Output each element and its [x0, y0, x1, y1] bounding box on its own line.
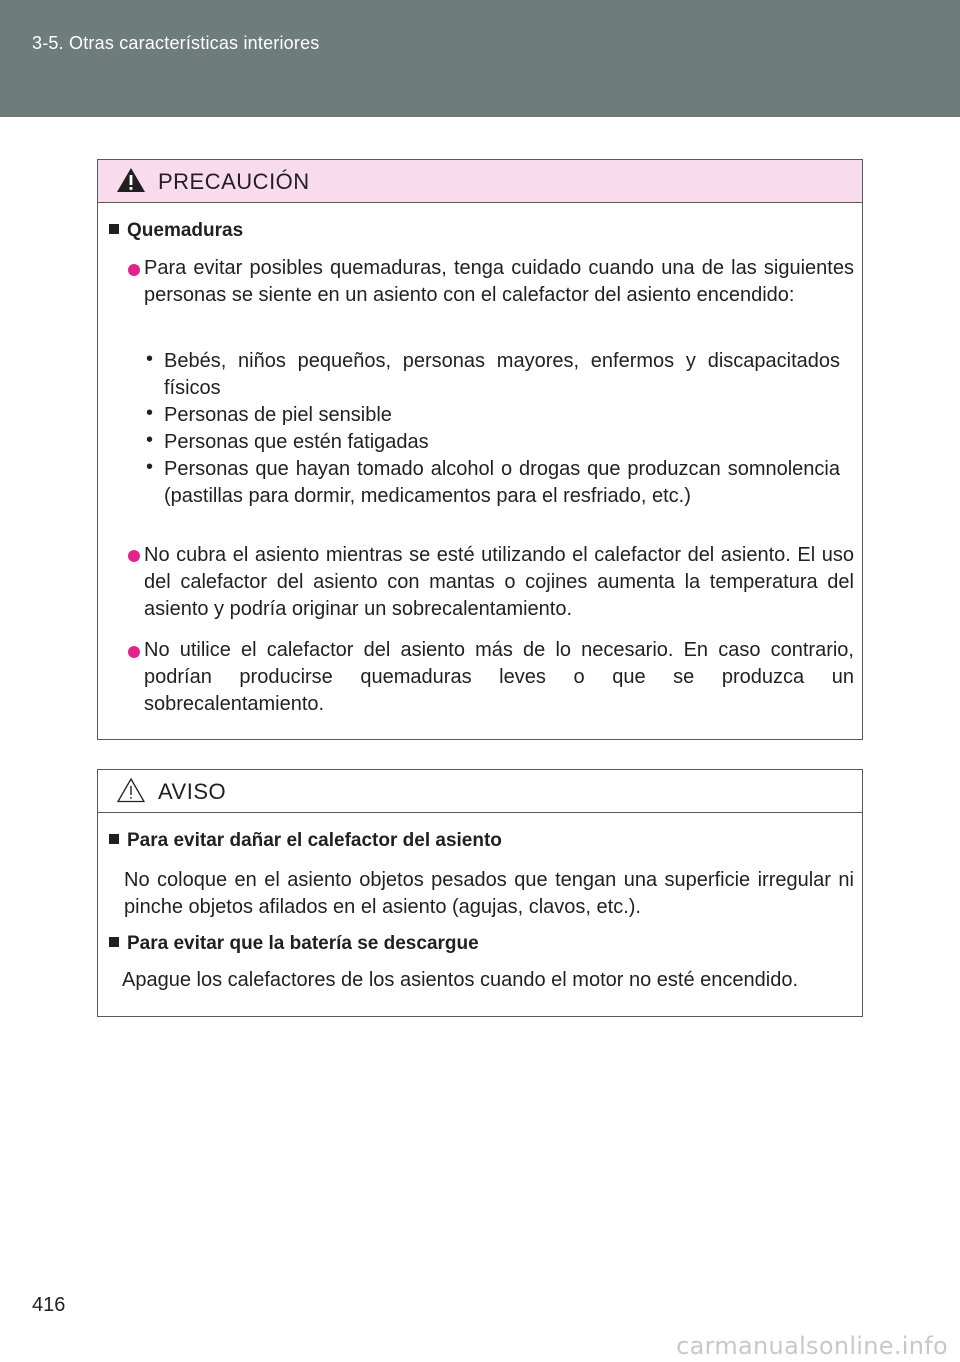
notice-heading-1-text: Para evitar dañar el calefactor del asiento: [127, 830, 502, 851]
square-bullet-icon: [109, 224, 119, 234]
caution-item-3: No utilice el calefactor del asiento más de lo necesario. En caso contrario, podrían producirse quemaduras leves o que se produzca un sobrecalentamiento.: [144, 639, 854, 715]
warning-triangle-icon: [116, 167, 146, 193]
list-bullet: •: [146, 456, 154, 478]
notice-text-1: No coloque en el asiento objetos pesados que tengan una superficie irregular ni pinche objetos afilados en el asiento (agujas, clavos, etc.).: [124, 869, 854, 918]
list-bullet: •: [146, 348, 154, 370]
bullet-dot-icon: [128, 264, 140, 276]
notice-box: [97, 769, 863, 1017]
caution-heading-text: Quemaduras: [127, 220, 244, 241]
warning-outline-icon: [116, 777, 146, 803]
list-item: Bebés, niños pequeños, personas mayores, enfermos y discapacitados físicos: [164, 350, 840, 399]
notice-heading-1: [109, 830, 502, 852]
notice-text-2: Apague los calefactores de los asientos cuando el motor no esté encendido.: [122, 969, 798, 991]
section-title: 3-5. Otras características interiores: [32, 33, 320, 53]
list-item: Personas de piel sensible: [164, 404, 392, 426]
caution-heading: [109, 220, 243, 242]
caution-item-1: Para evitar posibles quemaduras, tenga cuidado cuando una de las siguientes personas se siente en un asiento con el calefactor del asiento encendido:: [144, 257, 854, 306]
bullet-dot-icon: [128, 550, 140, 562]
page-header: [0, 0, 960, 117]
notice-header: [98, 770, 862, 813]
caution-item-2: No cubra el asiento mientras se esté utilizando el calefactor del asiento. El uso del calefactor del asiento con mantas o cojines aumenta la temperatura del asiento y podría originar un sobrecalentamiento.: [144, 544, 854, 620]
caution-box: [97, 159, 863, 740]
bullet-dot-icon: [128, 646, 140, 658]
caution-title: PRECAUCIÓN: [158, 169, 310, 194]
notice-heading-2-text: Para evitar que la batería se descargue: [127, 933, 479, 954]
square-bullet-icon: [109, 834, 119, 844]
notice-title: AVISO: [158, 779, 227, 804]
notice-heading-2: [109, 933, 479, 955]
list-item: Personas que hayan tomado alcohol o drogas que produzcan somnolencia (pastillas para dormir, medicamentos para el resfriado, etc.): [164, 458, 840, 507]
caution-header: [98, 160, 862, 203]
square-bullet-icon: [109, 937, 119, 947]
list-bullet: •: [146, 429, 154, 451]
watermark: carmanualsonline.info: [676, 1332, 948, 1360]
list-item: Personas que estén fatigadas: [164, 431, 429, 453]
list-bullet: •: [146, 402, 154, 424]
page-number: 416: [32, 1294, 66, 1316]
